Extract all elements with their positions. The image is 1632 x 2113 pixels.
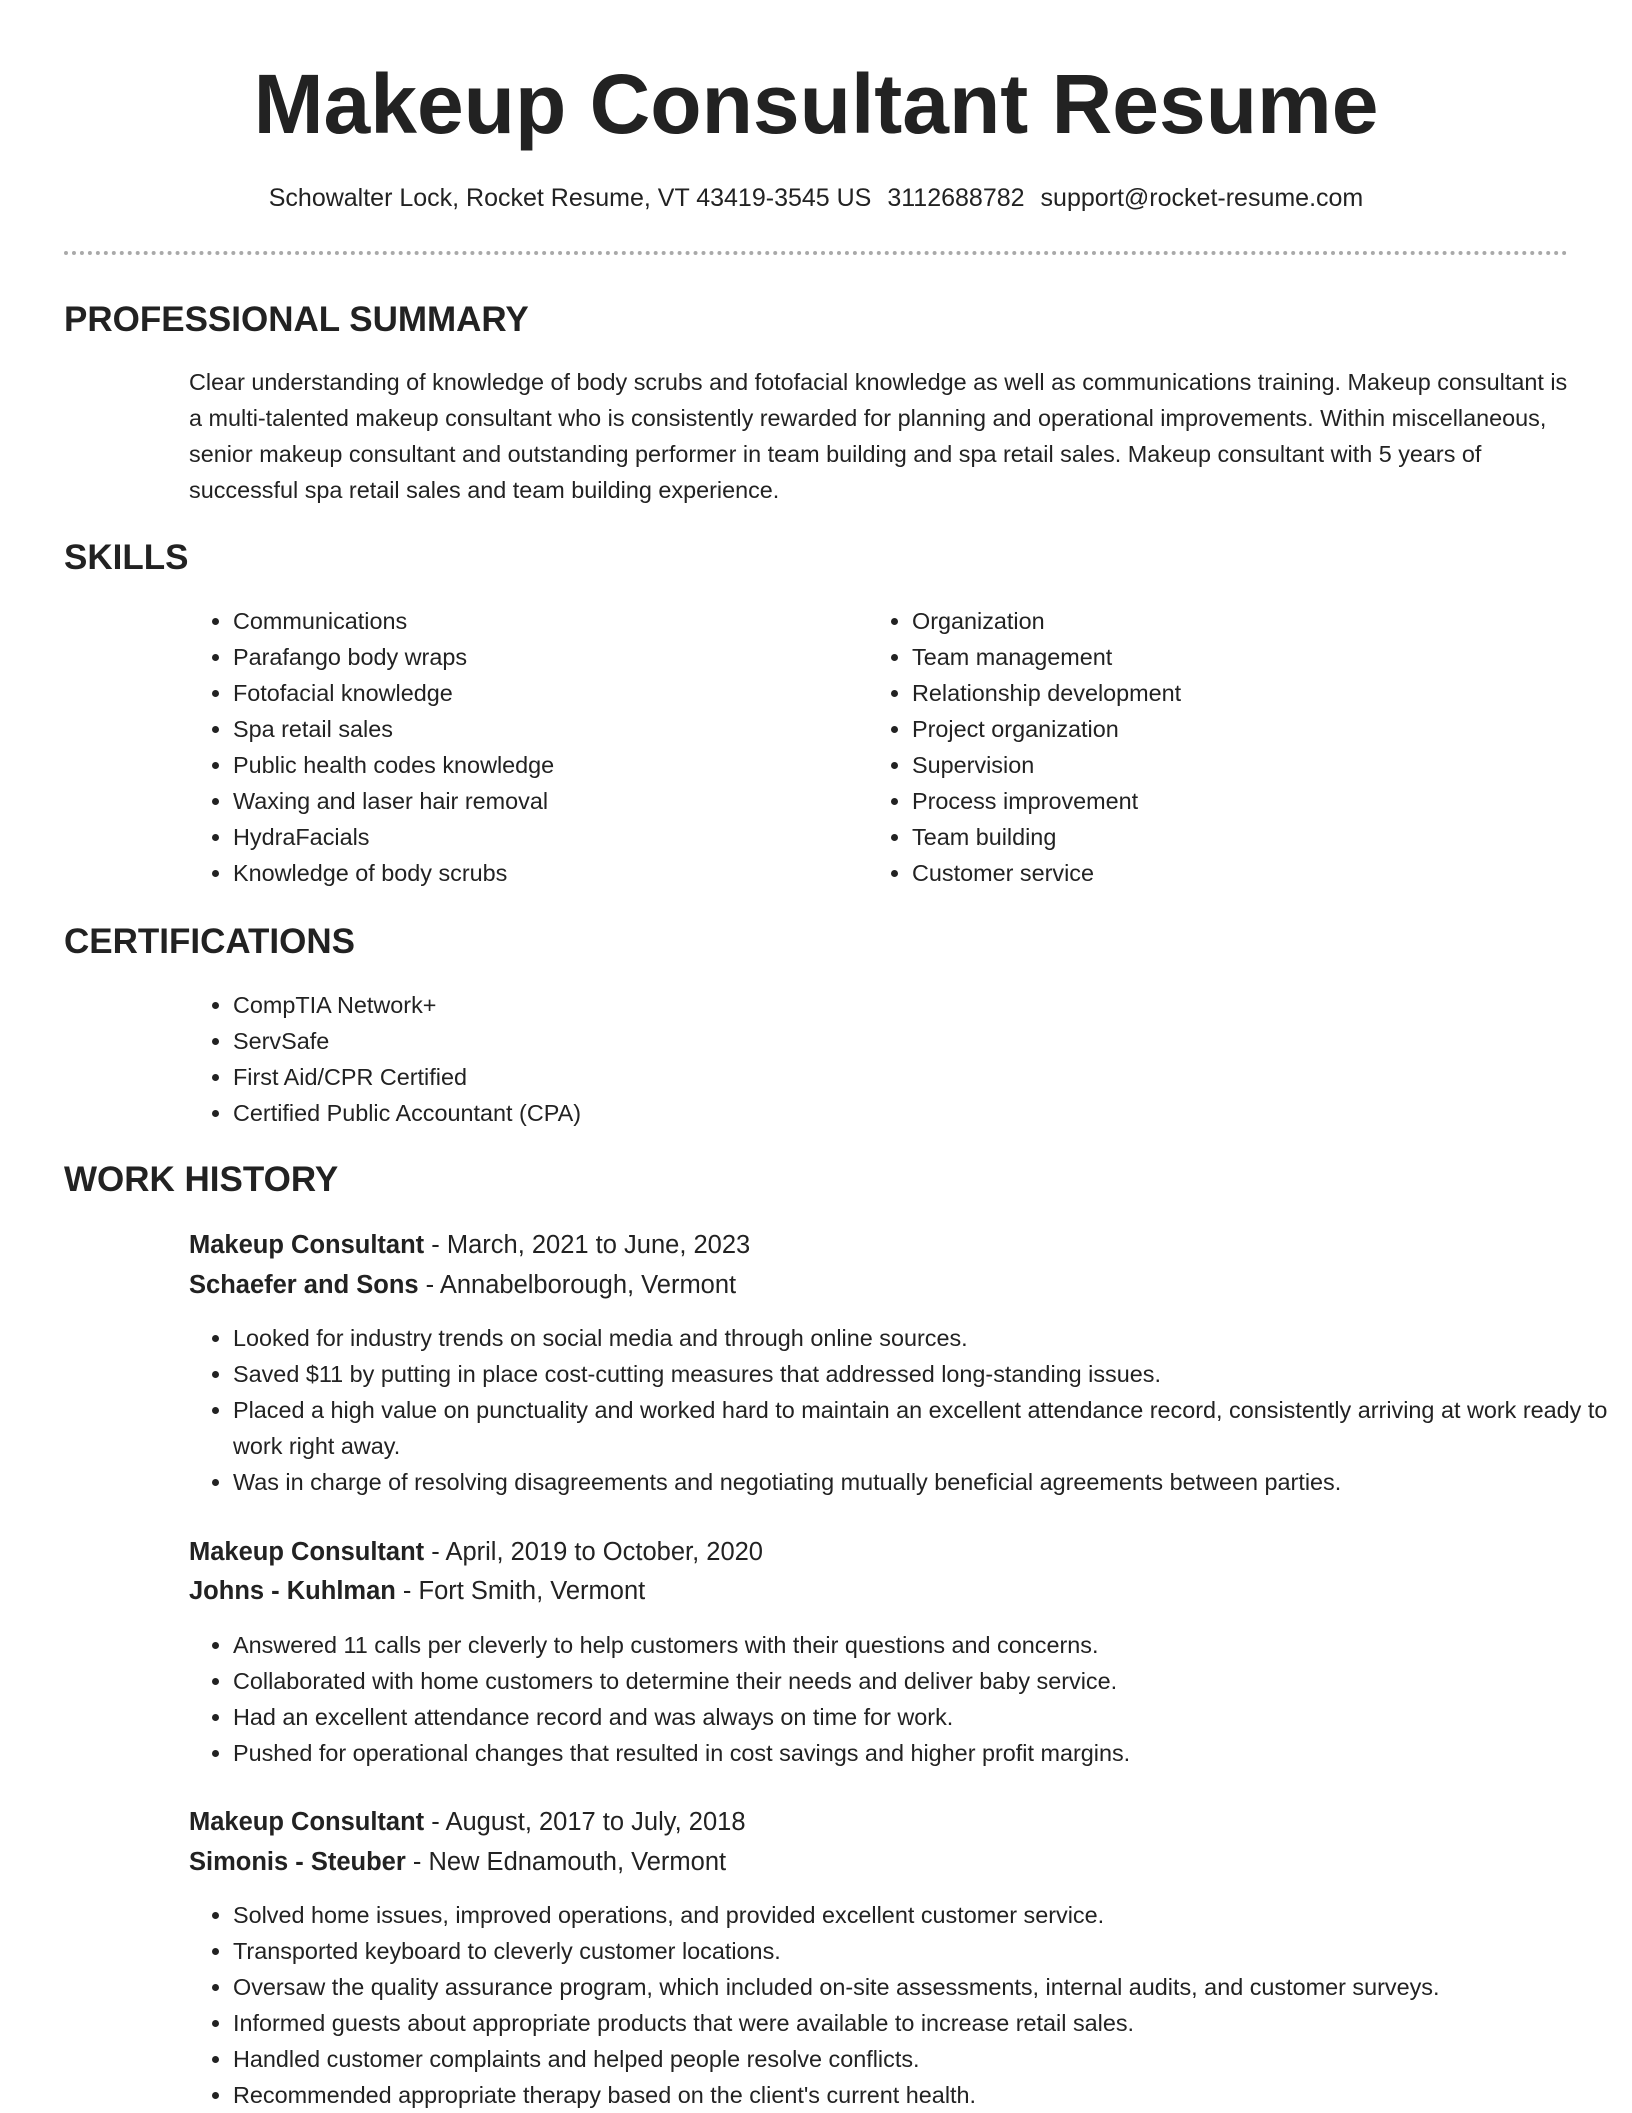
job-company: Schaefer and Sons bbox=[189, 1271, 419, 1299]
skill-item: • Supervision bbox=[912, 747, 1572, 783]
job-bullet: • Transported keyboard to cleverly customer locations. bbox=[233, 1933, 1613, 1969]
job-bullet: • Oversaw the quality assurance program, which included on-site assessments, internal audits, and customer surveys. bbox=[233, 1969, 1613, 2005]
job-bullet: • Placed a high value on punctuality and worked hard to maintain an excellent attendance record, consistently arriving at work ready to work right away. bbox=[233, 1392, 1613, 1464]
job-bullet: • Looked for industry trends on social media and through online sources. bbox=[233, 1320, 1613, 1356]
job-company: Simonis - Steuber bbox=[189, 1848, 406, 1876]
skill-item: • HydraFacials bbox=[233, 819, 853, 855]
certifications-list bbox=[189, 987, 1533, 1131]
work-history-heading: WORK HISTORY bbox=[64, 1160, 339, 1199]
contact-info bbox=[0, 180, 1632, 216]
job-dates: - March, 2021 to June, 2023 bbox=[424, 1231, 751, 1259]
job-location: - Annabelborough, Vermont bbox=[418, 1271, 737, 1299]
job-title-line bbox=[189, 1803, 746, 1841]
job-bullet: • Answered 11 calls per cleverly to help customers with their questions and concerns. bbox=[233, 1627, 1613, 1663]
job-title-line bbox=[189, 1533, 763, 1571]
skill-item: • Customer service bbox=[912, 855, 1572, 891]
job-bullet: • Saved $11 by putting in place cost-cutting measures that addressed long-standing issues. bbox=[233, 1356, 1613, 1392]
skill-item: • Waxing and laser hair removal bbox=[233, 783, 853, 819]
job-bullet: • Solved home issues, improved operations, and provided excellent customer service. bbox=[233, 1897, 1613, 1933]
skill-item: • Team building bbox=[912, 819, 1572, 855]
job-title: Makeup Consultant bbox=[189, 1538, 425, 1566]
page-title: Makeup Consultant Resume bbox=[253, 57, 1379, 151]
job-location: - New Ednamouth, Vermont bbox=[405, 1848, 727, 1876]
skill-item: • Spa retail sales bbox=[233, 711, 853, 747]
job-company-line bbox=[189, 1843, 726, 1881]
skills-list-left bbox=[189, 603, 853, 891]
job-location: - Fort Smith, Vermont bbox=[395, 1577, 646, 1605]
skills-heading: SKILLS bbox=[64, 538, 189, 577]
job-company-line bbox=[189, 1572, 645, 1610]
certification-item: • Certified Public Accountant (CPA) bbox=[233, 1095, 1533, 1131]
job-bullet: • Informed guests about appropriate products that were available to increase retail sales. bbox=[233, 2005, 1613, 2041]
skill-item: • Organization bbox=[912, 603, 1572, 639]
contact-address: Schowalter Lock, Rocket Resume, VT 43419-3545 US bbox=[268, 184, 872, 212]
summary-text: Clear understanding of knowledge of body scrubs and fotofacial knowledge as well as communications training. Makeup consultant is a multi-talented makeup consultant who is consistently rewarded for planning and operational improvements. Within miscellaneous, senior makeup consultant and outstanding performer in team building and spa retail sales. Makeup consultant with 5 years of successful spa retail sales and team building experience. bbox=[189, 369, 1568, 503]
job-bullets bbox=[189, 1320, 1613, 1500]
contact-email: support@rocket-resume.com bbox=[1040, 184, 1364, 212]
job-bullet: • Had an excellent attendance record and was always on time for work. bbox=[233, 1699, 1613, 1735]
skills-list-right bbox=[868, 603, 1572, 891]
job-bullet: • Handled customer complaints and helped people resolve conflicts. bbox=[233, 2041, 1613, 2077]
skill-item: • Project organization bbox=[912, 711, 1572, 747]
summary-heading: PROFESSIONAL SUMMARY bbox=[64, 300, 529, 339]
skill-item: • Communications bbox=[233, 603, 853, 639]
contact-phone: 3112688782 bbox=[887, 184, 1025, 212]
job-bullets bbox=[189, 1627, 1613, 1771]
header-divider bbox=[64, 251, 1568, 255]
job-title: Makeup Consultant bbox=[189, 1231, 425, 1259]
job-bullet: • Pushed for operational changes that resulted in cost savings and higher profit margins. bbox=[233, 1735, 1613, 1771]
job-company: Johns - Kuhlman bbox=[189, 1577, 396, 1605]
skill-item: • Process improvement bbox=[912, 783, 1572, 819]
certification-item: • ServSafe bbox=[233, 1023, 1533, 1059]
certification-item: • CompTIA Network+ bbox=[233, 987, 1533, 1023]
skill-item: • Knowledge of body scrubs bbox=[233, 855, 853, 891]
job-bullet: • Collaborated with home customers to determine their needs and deliver baby service. bbox=[233, 1663, 1613, 1699]
job-company-line bbox=[189, 1266, 736, 1304]
job-dates: - August, 2017 to July, 2018 bbox=[424, 1808, 746, 1836]
certification-item: • First Aid/CPR Certified bbox=[233, 1059, 1533, 1095]
job-title: Makeup Consultant bbox=[189, 1808, 425, 1836]
skill-item: • Fotofacial knowledge bbox=[233, 675, 853, 711]
skill-item: • Parafango body wraps bbox=[233, 639, 853, 675]
job-dates: - April, 2019 to October, 2020 bbox=[424, 1538, 763, 1566]
certifications-heading: CERTIFICATIONS bbox=[64, 922, 356, 961]
job-bullet: • Was in charge of resolving disagreements and negotiating mutually beneficial agreements between parties. bbox=[233, 1464, 1613, 1500]
job-bullet: • Recommended appropriate therapy based on the client's current health. bbox=[233, 2077, 1613, 2113]
skill-item: • Relationship development bbox=[912, 675, 1572, 711]
skill-item: • Public health codes knowledge bbox=[233, 747, 853, 783]
job-bullets bbox=[189, 1897, 1613, 2113]
skill-item: • Team management bbox=[912, 639, 1572, 675]
job-title-line bbox=[189, 1226, 750, 1264]
